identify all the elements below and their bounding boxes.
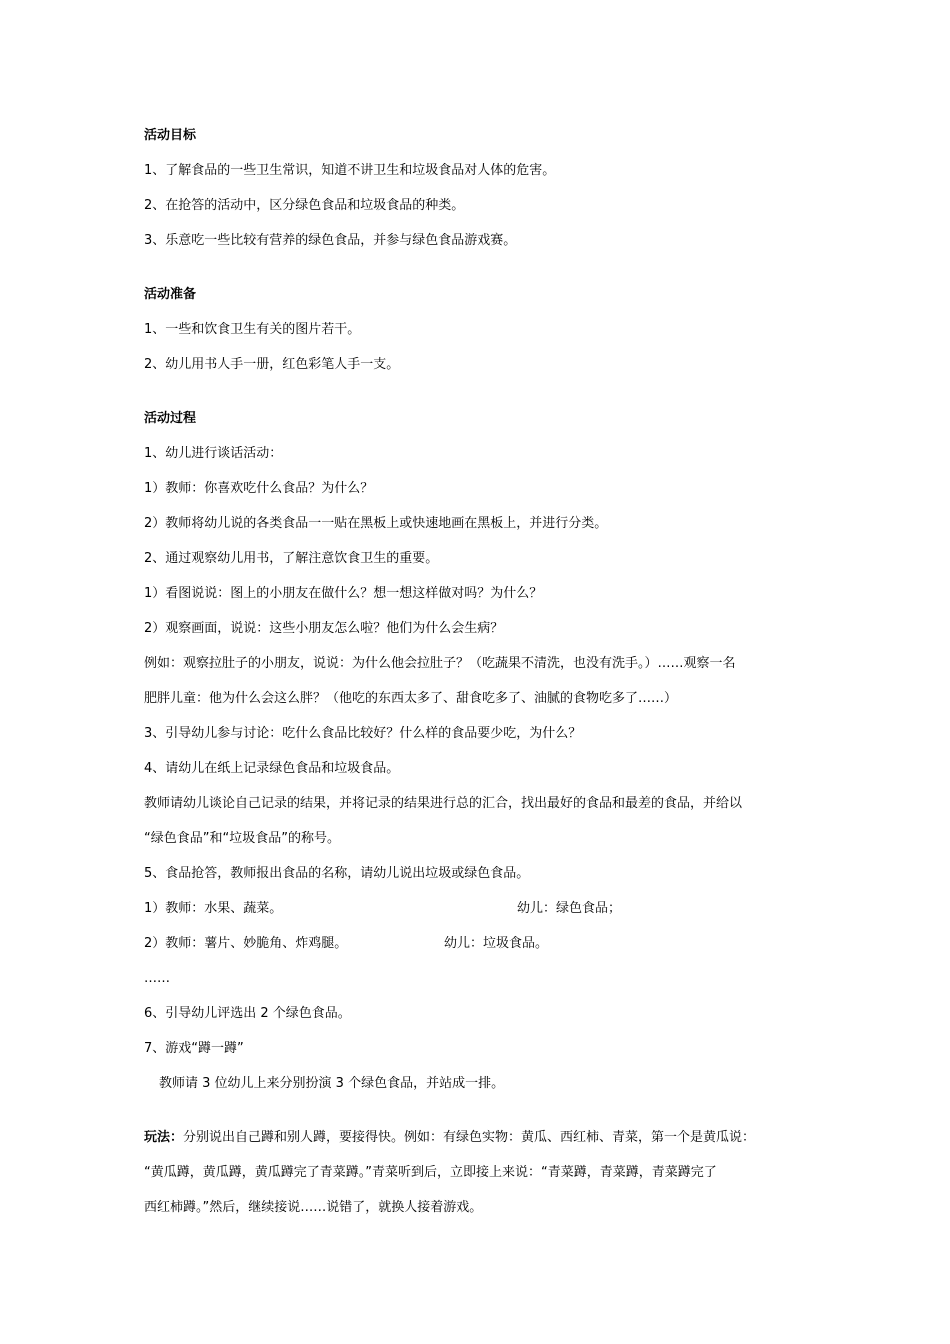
qa-child: 幼儿：绿色食品； — [517, 901, 622, 916]
qa-teacher: 1）教师：水果、蔬菜。 — [144, 901, 283, 916]
goal-item: 3、乐意吃一些比较有营养的绿色食品，并参与绿色食品游戏赛。 — [144, 233, 517, 248]
document-page — [144, 118, 824, 1225]
qa-child: 幼儿：垃圾食品。 — [444, 936, 549, 951]
goals-heading: 活动目标 — [144, 128, 197, 143]
rules-line: 西红柿蹲。”然后，继续接说……说错了，就换人接着游戏。 — [144, 1200, 483, 1215]
process-line: 5、食品抢答，教师报出食品的名称，请幼儿说出垃圾或绿色食品。 — [144, 866, 530, 881]
process-line: 1）看图说说：图上的小朋友在做什么？想一想这样做对吗？为什么？ — [144, 586, 543, 601]
prep-item: 1、一些和饮食卫生有关的图片若干。 — [144, 322, 361, 337]
process-line: 教师请幼儿谈论自己记录的结果，并将记录的结果进行总的汇合，找出最好的食品和最差的食品，并给以 — [144, 796, 743, 811]
process-line: 7、游戏“蹲一蹲” — [144, 1041, 244, 1056]
process-line: 4、请幼儿在纸上记录绿色食品和垃圾食品。 — [144, 761, 400, 776]
process-line: 肥胖儿童：他为什么会这么胖？（他吃的东西太多了、甜食吃多了、油腻的食物吃多了……） — [144, 691, 678, 706]
game-intro: 教师请 3 位幼儿上来分别扮演 3 个绿色食品，并站成一排。 — [159, 1076, 505, 1091]
goal-item: 2、在抢答的活动中，区分绿色食品和垃圾食品的种类。 — [144, 198, 465, 213]
process-line: 1、幼儿进行谈话活动： — [144, 446, 283, 461]
section-gap — [144, 382, 824, 401]
process-line: 2）教师将幼儿说的各类食品一一贴在黑板上或快速地画在黑板上，并进行分类。 — [144, 516, 608, 531]
process-line: 2、通过观察幼儿用书，了解注意饮食卫生的重要。 — [144, 551, 439, 566]
rules-line: “黄瓜蹲，黄瓜蹲，黄瓜蹲完了青菜蹲。”青菜听到后，立即接上来说：“青菜蹲，青菜蹲，青菜蹲完了 — [144, 1165, 717, 1180]
rules-label: 玩法： — [144, 1130, 184, 1145]
process-line: 例如：观察拉肚子的小朋友，说说：为什么他会拉肚子？（吃蔬果不清洗，也没有洗手。）……观察一名 — [144, 656, 736, 671]
rules-text: 分别说出自己蹲和别人蹲，要接得快。例如：有绿色实物：黄瓜、西红柿、青菜，第一个是黄瓜说： — [183, 1130, 756, 1145]
section-gap — [144, 258, 824, 277]
section-gap — [144, 1101, 824, 1120]
ellipsis: …… — [144, 971, 170, 986]
qa-row — [144, 926, 824, 961]
process-line: 6、引导幼儿评选出 2 个绿色食品。 — [144, 1006, 351, 1021]
process-heading: 活动过程 — [144, 411, 197, 426]
process-line: 2）观察画面，说说：这些小朋友怎么啦？他们为什么会生病？ — [144, 621, 504, 636]
qa-teacher: 2）教师：薯片、妙脆角、炸鸡腿。 — [144, 936, 348, 951]
process-line: 1）教师：你喜欢吃什么食品？为什么？ — [144, 481, 374, 496]
prep-item: 2、幼儿用书人手一册，红色彩笔人手一支。 — [144, 357, 400, 372]
process-line: 3、引导幼儿参与讨论：吃什么食品比较好？什么样的食品要少吃，为什么？ — [144, 726, 582, 741]
prep-heading: 活动准备 — [144, 287, 197, 302]
process-line: “绿色食品”和“垃圾食品”的称号。 — [144, 831, 340, 846]
goal-item: 1、了解食品的一些卫生常识，知道不讲卫生和垃圾食品对人体的危害。 — [144, 163, 556, 178]
qa-row — [144, 891, 824, 926]
rules-line — [144, 1120, 824, 1155]
